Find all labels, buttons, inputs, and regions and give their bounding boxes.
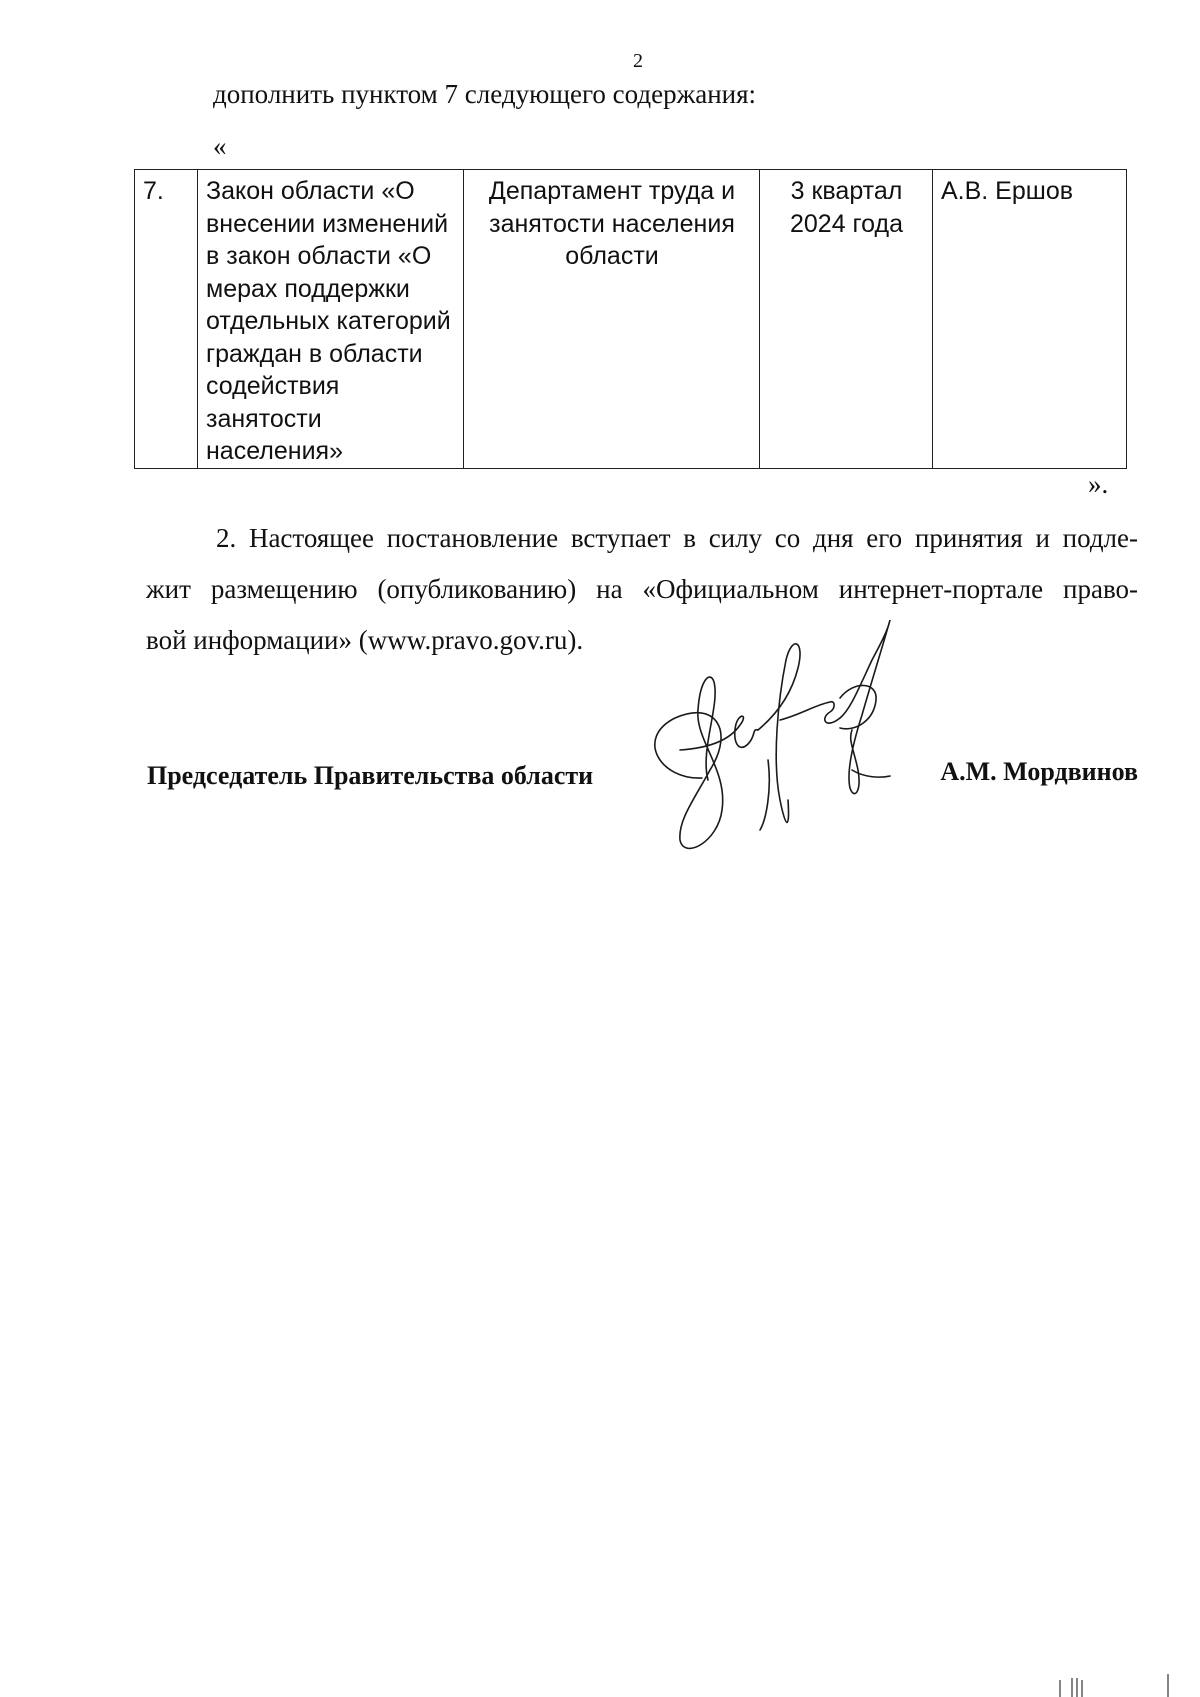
signer-name: А.М. Мордвинов xyxy=(940,757,1138,786)
table-row xyxy=(135,170,1127,469)
paragraph-line: жит размещению (опубликованию) на «Официальном интернет-портале право- xyxy=(146,574,1138,604)
row-number-cell: 7. xyxy=(135,170,198,469)
deadline-cell: 3 квартал 2024 года xyxy=(760,170,933,469)
signer-position: Председатель Правительства области xyxy=(147,761,594,790)
responsible-person-cell: А.В. Ершов xyxy=(933,170,1127,469)
handwritten-signature xyxy=(640,620,930,870)
responsible-body-cell: Департамент труда и занятости населения области xyxy=(464,170,760,469)
paragraph-line: вой информации» (www.pravo.gov.ru). xyxy=(146,625,584,655)
amendment-table xyxy=(134,169,1127,469)
page-number: 2 xyxy=(633,50,643,72)
paragraph-line: 2. Настоящее постановление вступает в силу со дня его принятия и подле- xyxy=(216,523,1138,553)
closing-quote: ». xyxy=(1088,469,1109,499)
document-name-cell: Закон области «О внесении изменений в закон области «О мерах поддержки отдельных категорий граждан в области содействия занятости населения» xyxy=(198,170,464,469)
intro-text: дополнить пунктом 7 следующего содержания: xyxy=(213,79,757,109)
opening-quote: « xyxy=(213,131,227,161)
scan-edge-marks xyxy=(1050,1672,1180,1697)
